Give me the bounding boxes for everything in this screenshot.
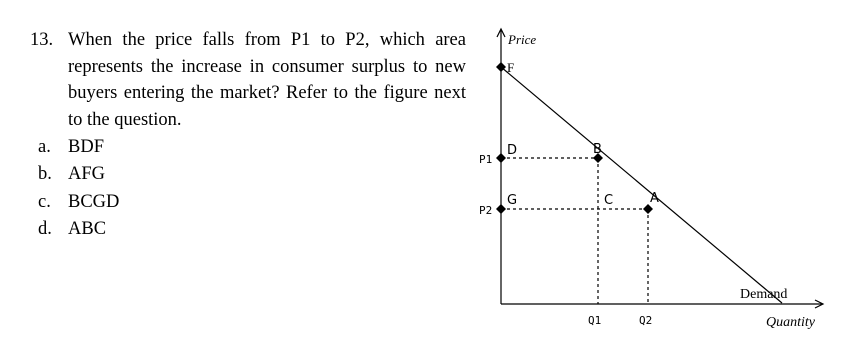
point-f-label: F <box>507 60 515 75</box>
point-a-label: A <box>650 191 659 206</box>
demand-curve <box>501 67 782 303</box>
answer-options <box>30 133 466 243</box>
point-b-label: B <box>593 142 602 157</box>
y-axis-label: Price <box>508 32 537 47</box>
option-text: AFG <box>68 164 106 184</box>
option-b[interactable] <box>30 161 466 189</box>
option-letter: d. <box>38 219 52 239</box>
demand-label: Demand <box>740 287 788 302</box>
question-number: 13. <box>30 30 54 50</box>
option-letter: c. <box>38 191 51 212</box>
question-block <box>30 27 466 243</box>
q1-label: Q1 <box>588 314 602 327</box>
option-letter: a. <box>38 136 51 157</box>
option-a[interactable] <box>30 133 466 161</box>
option-letter: b. <box>38 164 52 184</box>
option-text: BDF <box>68 136 104 157</box>
x-axis-label: Quantity <box>766 315 815 330</box>
demand-figure <box>470 20 840 340</box>
point-p1-marker <box>496 153 506 163</box>
option-d[interactable] <box>30 216 466 244</box>
p2-label: P2 <box>479 204 493 217</box>
area-c-label: C <box>604 193 614 208</box>
option-c[interactable] <box>30 188 466 216</box>
option-text: BCGD <box>68 191 120 212</box>
area-g-label: G <box>507 193 518 208</box>
p1-label: P1 <box>479 153 493 166</box>
demand-diagram <box>470 20 840 340</box>
question-stem <box>30 27 466 133</box>
option-text: ABC <box>68 219 107 239</box>
question-text: When the price falls from P1 to P2, which area represents the increase in consumer surplus to new buyers entering the market? Refer to the figure next to the question. <box>68 30 466 130</box>
q2-label: Q2 <box>639 314 653 327</box>
area-d-label: D <box>507 143 518 158</box>
point-p2-marker <box>496 204 506 214</box>
